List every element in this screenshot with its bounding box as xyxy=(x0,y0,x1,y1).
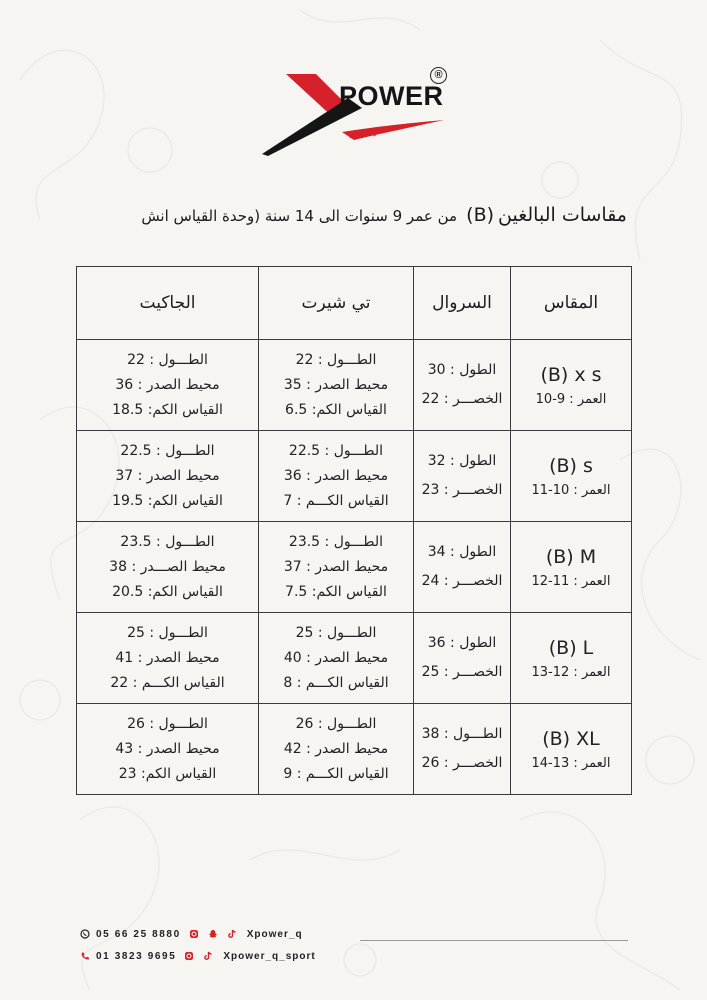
tshirt-cell xyxy=(259,522,414,613)
phone-icon xyxy=(80,951,90,961)
tshirt-cell xyxy=(259,340,414,431)
tshirt-chest: محيط الصدر : 37 xyxy=(283,558,389,575)
pants-waist: الخصـــر : 22 xyxy=(421,391,503,407)
table-header-row xyxy=(77,267,632,340)
tshirt-chest: محيط الصدر : 42 xyxy=(283,740,389,757)
pants-cell xyxy=(414,340,511,431)
size-code: (B) XL xyxy=(542,727,600,750)
jacket-chest: محيط الصدر : 43 xyxy=(115,740,220,757)
pants-length: الطول : 32 xyxy=(427,453,497,469)
social-icons-2 xyxy=(184,951,219,961)
instagram-icon xyxy=(189,929,199,939)
header-jacket: الجاكيت xyxy=(77,267,259,340)
tshirt-length: الطـــول : 26 xyxy=(295,715,377,732)
tiktok-icon xyxy=(203,951,213,961)
tshirt-chest: محيط الصدر : 35 xyxy=(283,376,389,393)
jacket-chest: محيط الصدر : 41 xyxy=(115,649,220,666)
age-range: العمر : 12-13 xyxy=(531,664,611,680)
pants-length: الطول : 36 xyxy=(427,635,497,651)
pants-length: الطول : 34 xyxy=(427,544,497,560)
tshirt-chest: محيط الصدر : 40 xyxy=(283,649,389,666)
jacket-chest: محيط الصدر : 37 xyxy=(115,467,220,484)
jacket-length: الطـــول : 23.5 xyxy=(120,533,215,550)
jacket-cell xyxy=(77,613,259,704)
jacket-chest: محيط الصـــدر : 38 xyxy=(109,558,226,575)
size-cell xyxy=(511,522,632,613)
social-handle-1: Xpower_q xyxy=(246,928,303,940)
size-cell xyxy=(511,613,632,704)
jacket-length: الطـــول : 22.5 xyxy=(120,442,215,459)
jacket-length: الطـــول : 25 xyxy=(127,624,208,641)
table-row xyxy=(77,613,632,704)
pants-waist: الخصـــر : 26 xyxy=(421,755,503,771)
tshirt-sleeve: القياس الكـــم : 9 xyxy=(283,765,389,782)
size-code: (B) s xyxy=(549,454,593,477)
size-code: (B) M xyxy=(545,545,597,568)
title-subtitle: من عمر 9 سنوات الى 14 سنة (وحدة القياس انش xyxy=(141,207,458,225)
page-title xyxy=(67,204,627,226)
jacket-chest: محيط الصدر : 36 xyxy=(115,376,220,393)
pants-cell xyxy=(414,704,511,795)
title-main: مقاسات البالغين xyxy=(498,204,627,226)
size-code: (B) L xyxy=(548,636,594,659)
footer-divider xyxy=(360,940,628,941)
social-icons-1 xyxy=(189,929,243,939)
size-chart-table xyxy=(76,266,632,795)
tshirt-sleeve: القياس الكـــم : 8 xyxy=(283,674,389,691)
header-pants: السروال xyxy=(414,267,511,340)
tshirt-length: الطـــول : 23.5 xyxy=(288,533,384,550)
pants-cell xyxy=(414,522,511,613)
instagram-icon xyxy=(184,951,194,961)
pants-cell xyxy=(414,613,511,704)
tiktok-icon xyxy=(227,929,237,939)
contact-row-2 xyxy=(80,948,316,964)
pants-length: الطـــول : 38 xyxy=(421,726,503,742)
registered-mark: ® xyxy=(430,67,447,84)
table-row xyxy=(77,522,632,613)
tshirt-length: الطـــول : 22.5 xyxy=(288,442,384,459)
whatsapp-icon xyxy=(80,929,90,939)
pants-length: الطول : 30 xyxy=(427,362,497,378)
tshirt-cell xyxy=(259,613,414,704)
age-range: العمر : 10-11 xyxy=(531,482,611,498)
tshirt-cell xyxy=(259,431,414,522)
snapchat-icon xyxy=(208,929,218,939)
jacket-sleeve: القياس الكم: 23 xyxy=(118,765,217,782)
size-code: (B) x s xyxy=(540,363,602,386)
age-range: العمر : 11-12 xyxy=(531,573,611,589)
brand-name: POWER xyxy=(339,81,444,111)
header-tshirt: تي شيرت xyxy=(259,267,414,340)
table-row xyxy=(77,340,632,431)
jacket-length: الطـــول : 26 xyxy=(127,715,208,732)
table-row xyxy=(77,431,632,522)
pants-waist: الخصـــر : 24 xyxy=(421,573,503,589)
tshirt-length: الطـــول : 22 xyxy=(295,351,377,368)
tshirt-cell xyxy=(259,704,414,795)
phone-number-1: 05 66 25 8880 xyxy=(96,928,181,940)
tshirt-length: الطـــول : 25 xyxy=(295,624,377,641)
jacket-sleeve: القياس الكم: 20.5 xyxy=(112,583,223,600)
jacket-cell xyxy=(77,431,259,522)
jacket-cell xyxy=(77,704,259,795)
contact-footer xyxy=(80,926,316,970)
jacket-sleeve: القياس الكـــم : 22 xyxy=(110,674,225,691)
jacket-sleeve: القياس الكم: 19.5 xyxy=(112,492,223,509)
size-cell xyxy=(511,431,632,522)
pants-waist: الخصـــر : 25 xyxy=(421,664,503,680)
jacket-sleeve: القياس الكم: 18.5 xyxy=(112,401,223,418)
tshirt-sleeve: القياس الكـــم : 7 xyxy=(283,492,389,509)
size-cell xyxy=(511,340,632,431)
tshirt-sleeve: القياس الكم: 6.5 xyxy=(285,401,387,418)
table-row xyxy=(77,704,632,795)
jacket-length: الطـــول : 22 xyxy=(127,351,208,368)
header-size: المقاس xyxy=(511,267,632,340)
tshirt-sleeve: القياس الكم: 7.5 xyxy=(285,583,387,600)
age-range: العمر : 9-10 xyxy=(535,391,607,407)
pants-waist: الخصـــر : 23 xyxy=(421,482,503,498)
age-range: العمر : 13-14 xyxy=(531,755,611,771)
title-code: (B) xyxy=(466,204,495,226)
size-cell xyxy=(511,704,632,795)
phone-number-2: 01 3823 9695 xyxy=(96,950,177,962)
social-handle-2: Xpower_q_sport xyxy=(223,950,316,962)
jacket-cell xyxy=(77,340,259,431)
contact-row-1 xyxy=(80,926,316,942)
jacket-cell xyxy=(77,522,259,613)
tshirt-chest: محيط الصدر : 36 xyxy=(283,467,389,484)
pants-cell xyxy=(414,431,511,522)
